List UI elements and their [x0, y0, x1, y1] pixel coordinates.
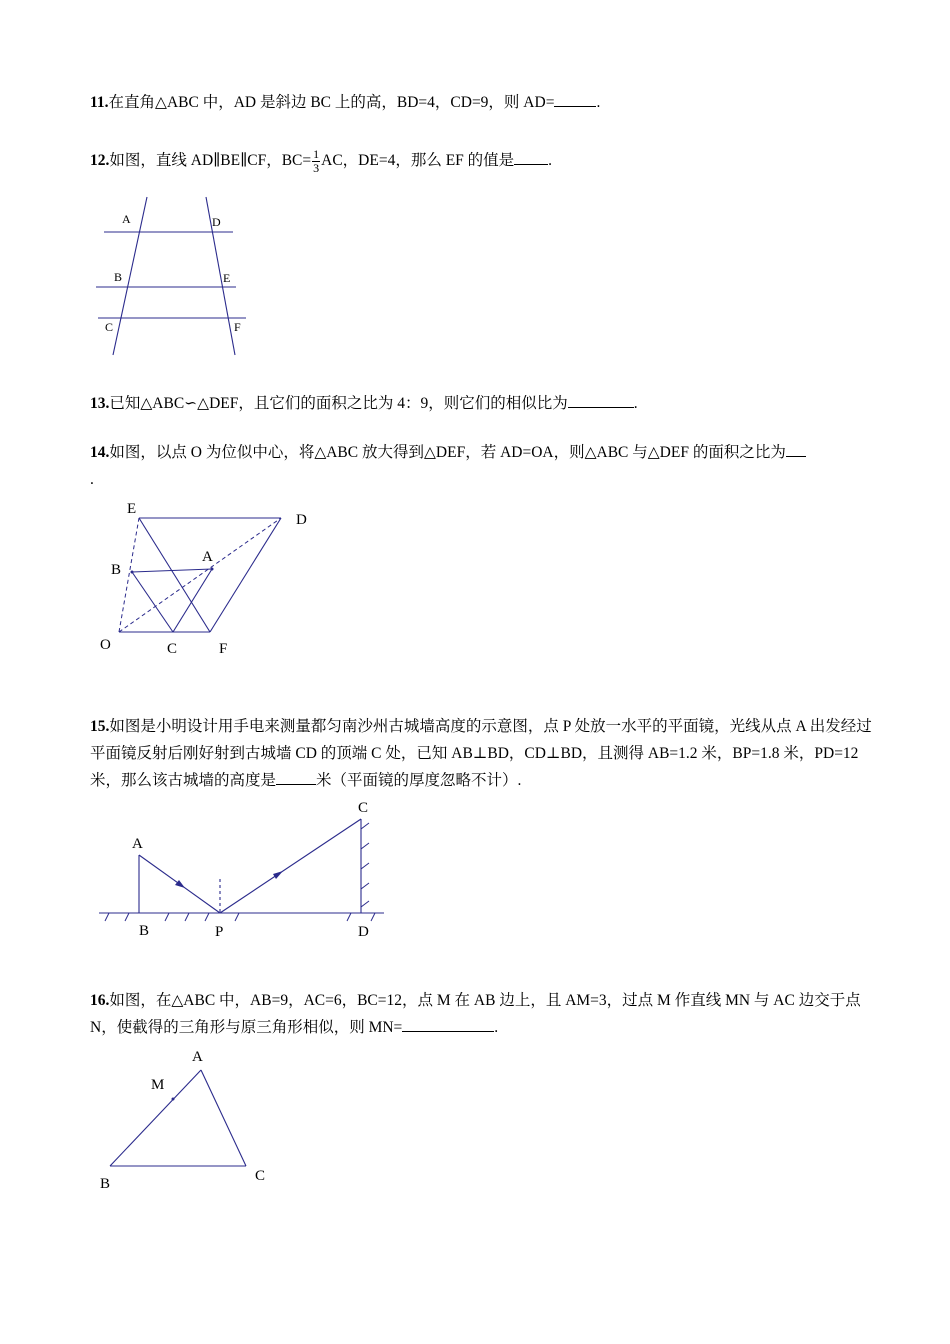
label-f: F: [219, 641, 228, 657]
question-text: 如图是小明设计用手电来测量都匀南沙州古城墙高度的示意图，点 P 处放一水平的平面镜，光线从点 A 出发经过平面镜反射后刚好射到古城墙 CD 的顶端 C 处，已知 AB⊥BD，CD⊥BD，且测得 AB=1.2 米，BP=1.8 米，PD=12 米，那么该古城墙的高度是: [90, 718, 872, 789]
answer-blank[interactable]: [554, 91, 596, 107]
side-ac: [201, 1070, 246, 1166]
label-m: M: [151, 1077, 165, 1093]
label-d: D: [296, 512, 307, 528]
fraction-one-third: [312, 148, 320, 175]
fraction-denominator: 3: [313, 160, 320, 175]
period: .: [596, 94, 601, 111]
arrow-pc: [273, 871, 283, 879]
question-number: 15.: [90, 718, 110, 735]
answer-blank[interactable]: [402, 1016, 494, 1032]
question-16: [90, 987, 878, 1041]
point-b: [131, 571, 134, 574]
point-m: [172, 1098, 175, 1101]
label-e: E: [223, 271, 231, 285]
question-text: AC，DE=4，那么 EF 的值是: [321, 152, 515, 169]
label-c: C: [167, 641, 178, 657]
question-15: [90, 713, 876, 794]
answer-blank[interactable]: [276, 769, 316, 785]
label-b: B: [139, 923, 150, 939]
question-text: 在直角△ABC 中，AD 是斜边 BC 上的高，BD=4，CD=9，则 AD=: [108, 94, 555, 111]
dashed-oe: [119, 518, 139, 632]
question-text-end: 米（平面镜的厚度忽略不计）.: [316, 772, 522, 789]
question-11: [90, 89, 875, 116]
label-d: D: [358, 924, 369, 940]
question-number: 11.: [90, 94, 109, 111]
label-o: O: [100, 637, 111, 653]
answer-blank[interactable]: [514, 149, 548, 165]
question-number: 13.: [90, 395, 110, 412]
figure-parallel-lines: [90, 190, 250, 360]
question-13: [90, 390, 875, 417]
point-a: [211, 568, 214, 571]
edge-df: [210, 518, 281, 632]
answer-blank[interactable]: [568, 392, 634, 408]
figure-homothety: [95, 495, 325, 665]
answer-blank[interactable]: [786, 441, 806, 457]
edge-bc: [132, 572, 173, 632]
question-14: [90, 439, 880, 493]
ray-pc: [220, 819, 361, 913]
label-e: E: [127, 501, 137, 517]
figure-mirror-reflection: [95, 795, 390, 945]
period: .: [494, 1019, 499, 1036]
label-a: A: [192, 1049, 203, 1065]
ground-hatching: [105, 913, 375, 921]
question-number: 12.: [90, 152, 110, 169]
question-number: 16.: [90, 992, 110, 1009]
period: .: [90, 471, 94, 488]
label-b: B: [111, 562, 122, 578]
question-text: 如图，在△ABC 中，AB=9，AC=6，BC=12，点 M 在 AB 边上，且 AM=3，过点 M 作直线 MN 与 AC 边交于点 N，使截得的三角形与原三角形相似，则 MN=: [90, 992, 861, 1036]
label-f: F: [234, 320, 241, 334]
period: .: [633, 395, 638, 412]
label-a: A: [122, 212, 131, 226]
wall-hatching: [361, 823, 369, 907]
edge-ac: [173, 569, 212, 632]
label-a: A: [202, 549, 213, 565]
question-text: 如图，直线 AD∥BE∥CF，BC=: [109, 152, 312, 169]
fraction-numerator: 1: [313, 146, 320, 161]
question-text: 已知△ABC∽△DEF，且它们的面积之比为 4：9，则它们的相似比为: [109, 395, 568, 412]
question-text: 如图，以点 O 为位似中心，将△ABC 放大得到△DEF，若 AD=OA，则△ABC 与△DEF 的面积之比为: [109, 444, 786, 461]
period: .: [548, 152, 553, 169]
label-d: D: [212, 215, 221, 229]
figure-triangle-abc: [95, 1045, 285, 1195]
label-c: C: [358, 800, 369, 816]
question-number: 14.: [90, 444, 110, 461]
label-b: B: [114, 270, 123, 284]
question-12: [90, 147, 875, 175]
label-p: P: [215, 924, 224, 940]
label-c: C: [105, 320, 114, 334]
dashed-od: [119, 518, 281, 632]
label-b: B: [100, 1176, 111, 1192]
label-c: C: [255, 1168, 266, 1184]
label-a: A: [132, 836, 143, 852]
